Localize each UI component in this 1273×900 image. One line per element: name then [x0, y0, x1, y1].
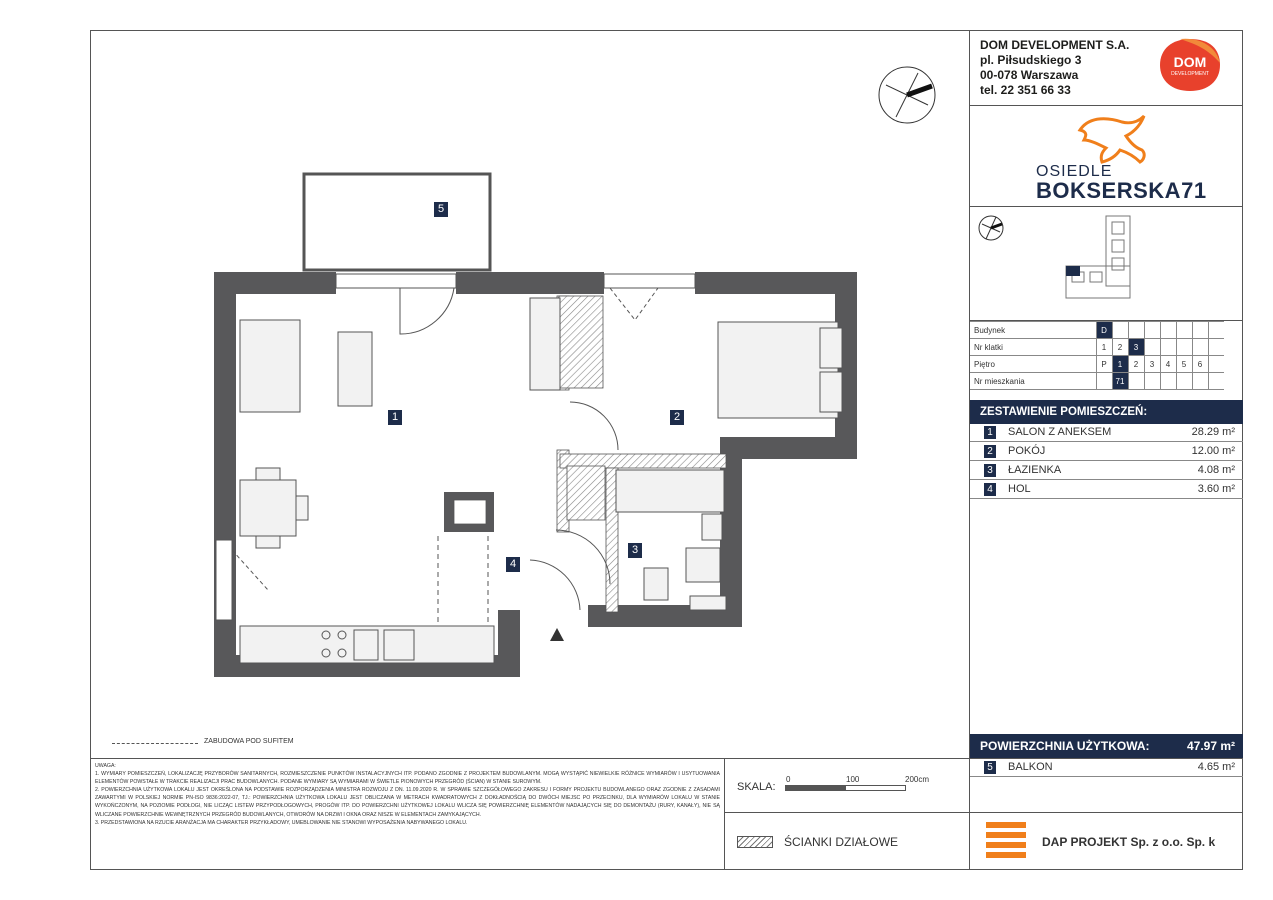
info-row-apartment [970, 373, 1224, 390]
designer-name: DAP PROJEKT Sp. z o.o. Sp. k [1042, 835, 1216, 849]
info-cell [1208, 373, 1224, 390]
total-area-value: 47.97 m² [1186, 739, 1235, 753]
info-label: Piętro [970, 356, 1096, 373]
info-label: Nr mieszkania [970, 373, 1096, 390]
scale-label: SKALA: [737, 781, 776, 793]
info-cell: 4 [1160, 356, 1176, 373]
info-cell [1112, 322, 1128, 339]
partition-legend-text: ŚCIANKI DZIAŁOWE [784, 835, 899, 849]
info-cell: 2 [1128, 356, 1144, 373]
scale-divider [724, 812, 1243, 813]
scale-bar [785, 785, 906, 791]
room-number: 4 [984, 483, 996, 496]
info-row-staircase [970, 339, 1224, 356]
info-cell [1144, 373, 1160, 390]
info-cell [1192, 373, 1208, 390]
notes-title: UWAGA: [95, 763, 116, 769]
note-item: 3. PRZEDSTAWIONA NA RZUCIE ARANŻACJA MA CHARAKTER PRZYKŁADOWY, UMEBLOWANIE NIE STANOWI WYPOSAŻENIA NABYWANEGO LOKALU. [95, 819, 468, 826]
plan-label-room-5: 5 [434, 202, 448, 217]
key-plan [976, 212, 1156, 312]
info-cell [1096, 373, 1112, 390]
room-number: 1 [984, 426, 996, 439]
room-row [970, 424, 1243, 442]
note-item: 2. POWIERZCHNIA UŻYTKOWA LOKALU JEST OKREŚLONA NA PODSTAWIE ROZPORZĄDZENIA MINISTRA ROZWOJU Z DN. 11.09.2020 R. W SPRAWIE SZCZEGÓŁOWEGO ZAKRESU I FORMY PROJEKTU BUDOWLANEGO ORAZ ZGODNIE Z ZASADAMI ZAWARTYMI W POLSKIEJ NORMIE PN-ISO 9836:2022-07, TJ.: POWIERZCHNIA UŻYTKOWA LOKALU JEST OBLICZANA W METRACH KWADRATOWYCH Z DOKŁADNOŚCIĄ DO DWÓCH MIEJSC PO PRZECINKU, DLA WYMIARÓW LOKALU W STANIE WYKOŃCZONYM, NA POZIOMIE PODŁOGI, NIE LICZĄC LISTEW PRZYPODŁOGOWYCH, PROGÓW ITP. DO POWIERZCHNI UŻYTKOWEJ LOKALU WLICZA SIĘ POWIERZCHNIĘ ELEMENTÓW NADAJĄCYCH SIĘ DO DEMONTAŻU (RURY, KANAŁY), NIE SĄ WLICZANE POWIERZCHNIE WEWNĘTRZNYCH PRZEGRÓD BUDOWLANYCH, OTWORÓW NA DRZWI I OKNA ORAZ NISZE W ELEMENTACH ZAMYKAJĄCYCH. [95, 787, 720, 818]
info-cell [1128, 373, 1144, 390]
estate-name-line-2 [1036, 178, 1207, 204]
plan-label-room-2: 2 [670, 410, 684, 425]
note-item: 1. WYMIARY POMIESZCZEŃ, LOKALIZACJĘ PRZYBORÓW SANITARNYCH, ROZMIESZCZENIE PUNKTÓW INSTALACYJNYCH ITP. PODANO ZGODNIE Z PROJEKTEM BUDOWLANYM. MOGĄ WYSTĄPIĆ NIEWIELKIE RÓŻNICE WYMIARÓW I USYTUOWANIA ELEMENTÓW POWSTAŁE W TRAKCIE REALIZACJI PRAC BUDOWLANYCH. PODANE WYMIARY SĄ WYMIARAMI W ŚWIETLE PIONOWYCH PRZEGRÓD (ŚCIAN) W STANIE SUROWYM. [95, 771, 720, 786]
dom-logo-subtext: DEVELOPMENT [1171, 71, 1209, 77]
rooms-header: ZESTAWIENIE POMIESZCZEŃ: [970, 400, 1243, 424]
info-cell: 2 [1112, 339, 1128, 356]
info-cell: 6 [1192, 356, 1208, 373]
floor-plan [90, 30, 960, 750]
info-row-floor [970, 356, 1224, 373]
room-row [970, 462, 1243, 480]
room-name: BALKON [1008, 761, 1053, 773]
company-phone: tel. 22 351 66 33 [980, 83, 1071, 97]
entrance-arrow [550, 628, 564, 641]
partition-legend-swatch [737, 836, 773, 848]
room-area: 4.65 m² [1197, 761, 1235, 773]
info-cell [1208, 356, 1224, 373]
info-cell [1208, 339, 1224, 356]
notes-divider [724, 758, 725, 870]
room-row [970, 443, 1243, 461]
room-number: 5 [984, 761, 996, 774]
company-divider [969, 105, 1243, 106]
estate-name: BOKSERSKA [1036, 178, 1182, 203]
dom-logo-text: DOM [1173, 54, 1207, 70]
room-area: 28.29 m² [1191, 426, 1235, 438]
info-cell [1176, 322, 1192, 339]
compass-main [879, 67, 935, 123]
ceiling-legend-line [112, 743, 198, 744]
info-cell [1192, 339, 1208, 356]
room-name: ŁAZIENKA [1008, 464, 1062, 476]
dom-development-logo [1158, 37, 1222, 93]
info-cell [1160, 339, 1176, 356]
plan-label-room-4: 4 [506, 557, 520, 572]
apartment-info-table [970, 321, 1224, 390]
kitchen [240, 626, 494, 663]
total-area-label: POWIERZCHNIA UŻYTKOWA: [980, 739, 1150, 753]
info-cell [1160, 322, 1176, 339]
info-cell: 3 [1128, 339, 1144, 356]
info-cell [1128, 322, 1144, 339]
info-label: Budynek [970, 322, 1096, 339]
balcony-outline [304, 174, 490, 270]
info-cell: 1 [1112, 356, 1128, 373]
ceiling-legend-text: ZABUDOWA POD SUFITEM [204, 738, 294, 745]
room-name: SALON Z ANEKSEM [1008, 426, 1112, 438]
info-cell [1176, 339, 1192, 356]
info-cell: 1 [1096, 339, 1112, 356]
info-cell: 71 [1112, 373, 1128, 390]
company-address-2: 00-078 Warszawa [980, 68, 1079, 82]
balcony-row [970, 759, 1243, 777]
info-row-building [970, 322, 1224, 339]
info-cell [1160, 373, 1176, 390]
room-area: 3.60 m² [1197, 483, 1235, 495]
company-address-1: pl. Piłsudskiego 3 [980, 53, 1082, 67]
info-cell [1192, 322, 1208, 339]
plan-label-room-1: 1 [388, 410, 402, 425]
info-cell [1208, 322, 1224, 339]
room-row [970, 481, 1243, 499]
dap-projekt-logo [986, 822, 1026, 862]
info-cell: 3 [1144, 356, 1160, 373]
room-name: POKÓJ [1008, 445, 1046, 457]
company-name: DOM DEVELOPMENT S.A. [980, 38, 1130, 52]
scale-tick: 0 [786, 775, 791, 784]
plan-label-room-3: 3 [628, 543, 642, 558]
apartment-highlight [1066, 266, 1080, 276]
info-cell [1144, 322, 1160, 339]
info-cell [1144, 339, 1160, 356]
estate-number: 71 [1181, 178, 1207, 203]
room-area: 12.00 m² [1191, 445, 1235, 457]
info-cell [1176, 373, 1192, 390]
estate-divider [969, 206, 1243, 207]
scale-tick: 200cm [905, 775, 930, 784]
building-outline [1066, 216, 1130, 298]
room-name: HOL [1008, 483, 1031, 495]
info-cell: 5 [1176, 356, 1192, 373]
notes [95, 762, 720, 827]
company-info [980, 38, 1129, 98]
room-area: 4.08 m² [1197, 464, 1235, 476]
compass-small-icon [979, 216, 1003, 240]
info-cell: P [1096, 356, 1112, 373]
estate-name-line-1: OSIEDLE [1036, 163, 1113, 180]
scale-tick: 100 [846, 775, 860, 784]
room-number: 2 [984, 445, 996, 458]
info-label: Nr klatki [970, 339, 1096, 356]
info-cell: D [1096, 322, 1112, 339]
bathroom-fixtures [616, 470, 726, 610]
room-number: 3 [984, 464, 996, 477]
living-furniture [240, 320, 372, 548]
total-area-bar [970, 734, 1243, 758]
